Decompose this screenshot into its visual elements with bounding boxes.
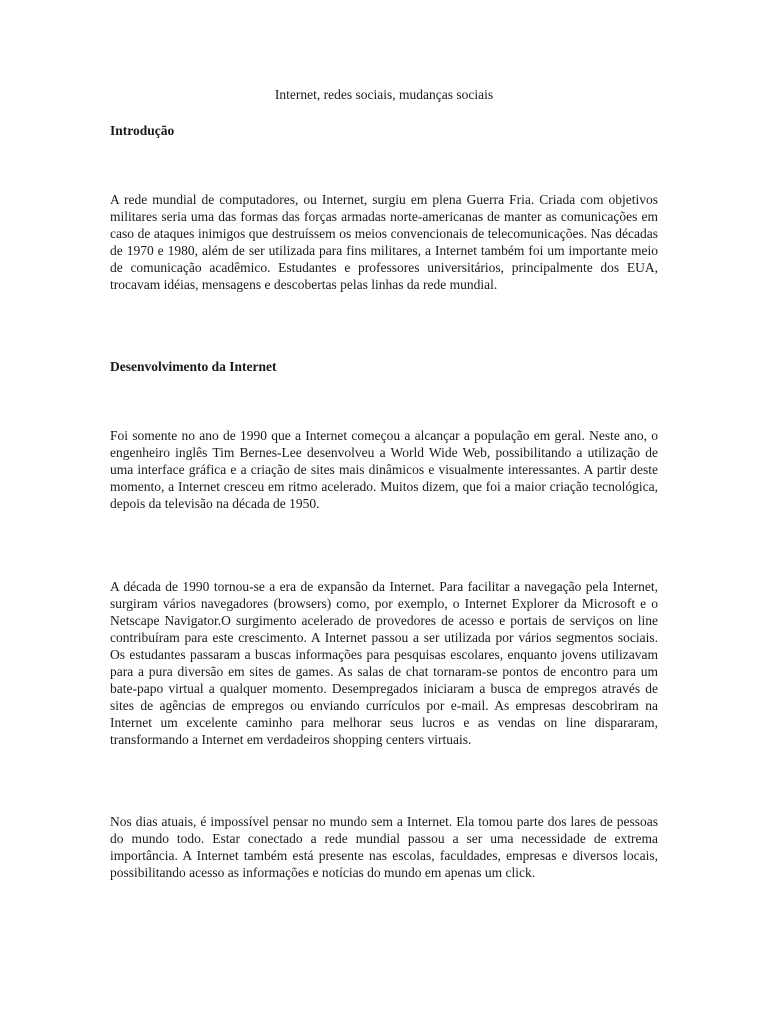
paragraph-desenvolvimento-1: Foi somente no ano de 1990 que a Internet começou a alcançar a população em geral. Neste ano, o engenheiro inglês Tim Bernes-Lee desenvolveu a World Wide Web, possibilitando a utilização de uma interface gráfica e a criação de sites mais dinâmicos e visualmente interessantes. A partir deste momento, a Internet cresceu em ritmo acelerado. Muitos dizem, que foi a maior criação tecnológica, depois da televisão na década de 1950. — [110, 428, 658, 511]
document-title: Internet, redes sociais, mudanças sociais — [274, 87, 494, 102]
paragraph-desenvolvimento-2: A década de 1990 tornou-se a era de expansão da Internet. Para facilitar a navegação pela Internet, surgiram vários navegadores (browsers) como, por exemplo, o Internet Explorer da Microsoft e o Netscape Navigator.O surgimento acelerado de provedores de acesso e portais de serviços on line contribuíram para este crescimento. A Internet passou a ser utilizada por vários segmentos sociais. Os estudantes passaram a buscas informações para pesquisas escolares, enquanto jovens utilizavam para a pura diversão em sites de games. As salas de chat tornaram-se pontos de encontro para um bate-papo virtual a qualquer momento. Desempregados iniciaram a busca de empregos através de sites de agências de empregos ou enviando currículos por e-mail. As empresas descobriram na Internet um excelente caminho para melhorar seus lucros e as vendas on line dispararam, transformando a Internet em verdadeiros shopping centers virtuais. — [110, 579, 658, 747]
section-heading-introducao: Introdução — [110, 123, 175, 138]
paragraph-desenvolvimento-3: Nos dias atuais, é impossível pensar no mundo sem a Internet. Ela tomou parte dos lares de pessoas do mundo todo. Estar conectado a rede mundial passou a ser uma necessidade de extrema importância. A Internet também está presente nas escolas, faculdades, empresas e diversos locais, possibilitando acesso as informações e notícias do mundo em apenas um click. — [110, 814, 658, 880]
document-page — [110, 0, 658, 1024]
paragraph-introducao: A rede mundial de computadores, ou Internet, surgiu em plena Guerra Fria. Criada com objetivos militares seria uma das formas das forças armadas norte-americanas de manter as comunicações em caso de ataques inimigos que destruíssem os meios convencionais de telecomunicações. Nas décadas de 1970 e 1980, além de ser utilizada para fins militares, a Internet também foi um importante meio de comunicação acadêmico. Estudantes e professores universitários, principalmente dos EUA, trocavam idéias, mensagens e descobertas pelas linhas da rede mundial. — [110, 192, 658, 292]
section-heading-desenvolvimento: Desenvolvimento da Internet — [110, 359, 277, 374]
